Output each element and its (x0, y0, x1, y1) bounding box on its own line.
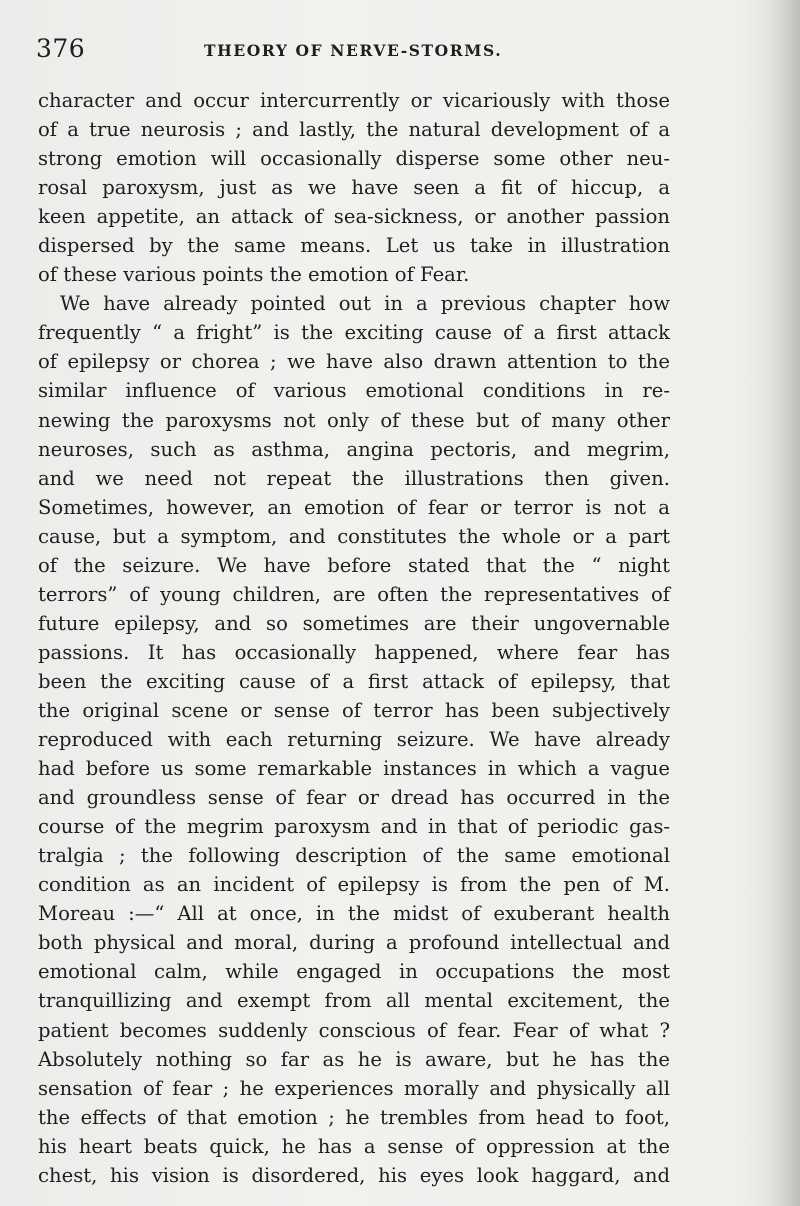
text-line: his heart beats quick, he has a sense of oppression at the (38, 1134, 670, 1158)
text-line: similar influence of various emotional conditions in re- (38, 379, 670, 403)
text-line: of epilepsy or chorea ; we have also drawn attention to the (38, 350, 670, 374)
text-line: patient becomes suddenly conscious of fear. Fear of what ? (38, 1018, 670, 1042)
text-line: strong emotion will occasionally disperse some other neu- (38, 147, 670, 171)
text-line: neuroses, such as asthma, angina pectoris, and megrim, (38, 437, 670, 461)
text-line: the original scene or sense of terror has been subjectively (38, 698, 670, 722)
text-line: been the exciting cause of a first attack of epilepsy, that (38, 669, 670, 693)
text-line: the effects of that emotion ; he trembles from head to foot, (38, 1105, 670, 1129)
text-line: Sometimes, however, an emotion of fear or terror is not a (38, 495, 670, 519)
text-line: cause, but a symptom, and constitutes the whole or a part (38, 524, 670, 548)
text-line: and we need not repeat the illustrations then given. (38, 466, 670, 490)
text-line: tralgia ; the following description of the same emotional (38, 844, 670, 868)
text-line: character and occur intercurrently or vicariously with those (38, 89, 670, 112)
text-line: had before us some remarkable instances in which a vague (38, 757, 670, 781)
text-line: Absolutely nothing so far as he is aware, but he has the (38, 1047, 670, 1071)
text-line: course of the megrim paroxysm and in that of periodic gas- (38, 815, 670, 839)
text-line: passions. It has occasionally happened, where fear has (38, 640, 670, 664)
text-line: chest, his vision is disordered, his eyes look haggard, and (38, 1163, 670, 1187)
text-line: Moreau :—“ All at once, in the midst of exuberant health (38, 902, 670, 926)
text-line: terrors” of young children, are often the representatives of (38, 582, 670, 606)
text-line: newing the paroxysms not only of these but of many other (38, 408, 670, 432)
text-line: both physical and moral, during a profound intellectual and (38, 931, 670, 955)
text-line: rosal paroxysm, just as we have seen a fit of hiccup, a (38, 176, 670, 200)
text-line: condition as an incident of epilepsy is from the pen of M. (38, 873, 670, 897)
running-title: THEORY OF NERVE-STORMS. (204, 41, 503, 60)
text-line: and groundless sense of fear or dread has occurred in the (38, 786, 670, 810)
text-line: frequently “ a fright” is the exciting cause of a first attack (38, 321, 670, 345)
text-line: emotional calm, while engaged in occupations the most (38, 960, 670, 984)
text-line: keen appetite, an attack of sea-sickness, or another passion (38, 205, 670, 229)
text-line: dispersed by the same means. Let us take in illustration (38, 234, 670, 258)
text-line: of these various points the emotion of Fear. (38, 263, 470, 287)
page-number: 376 (36, 34, 86, 63)
text-line: tranquillizing and exempt from all mental excitement, the (38, 989, 670, 1013)
text-line: of the seizure. We have before stated that the “ night (38, 553, 670, 577)
text-line: future epilepsy, and so sometimes are their ungovernable (38, 611, 670, 635)
page-edge-shadow (766, 0, 800, 1206)
body-text (38, 86, 670, 1190)
text-line: We have already pointed out in a previous chapter how (60, 292, 670, 316)
text-line: sensation of fear ; he experiences morally and physically all (38, 1076, 670, 1100)
text-line: reproduced with each returning seizure. We have already (38, 728, 670, 752)
text-line: of a true neurosis ; and lastly, the natural development of a (38, 118, 670, 142)
page-header (36, 30, 666, 70)
